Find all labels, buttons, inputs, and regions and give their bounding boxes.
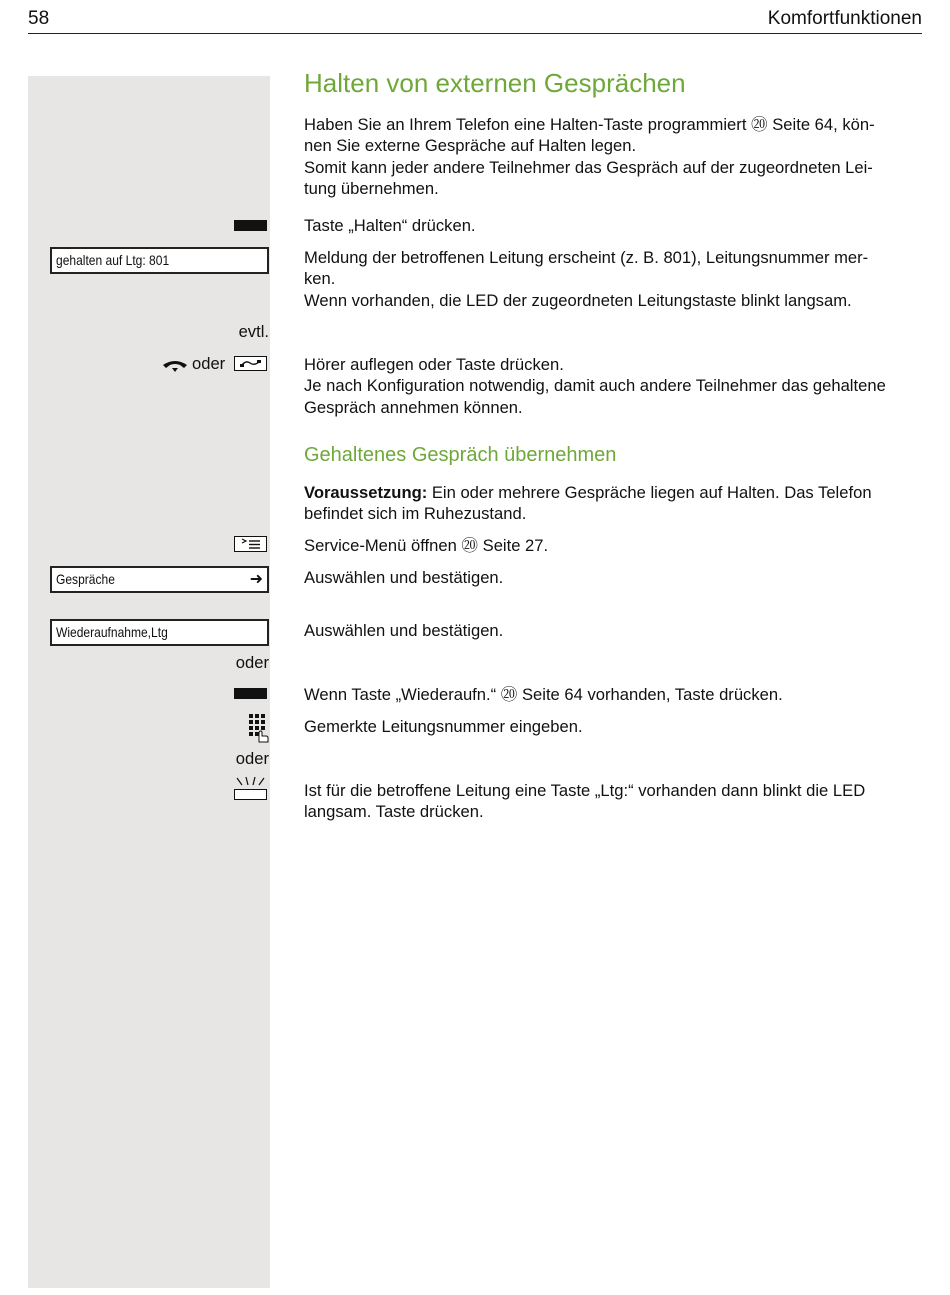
step-hangup-line: Hörer auflegen oder Taste drücken. [304, 355, 564, 374]
display-hold-line [50, 247, 269, 274]
page-number: 58 [28, 8, 50, 29]
intro-line: Somit kann jeder andere Teilnehmer das Gespräch auf der zugeordneten Lei- [304, 157, 873, 177]
step-message [304, 247, 922, 311]
step-service-menu: Service-Menü öffnen ⑳ Seite 27. [304, 536, 549, 555]
step-line-key-line: Ist für die betroffene Leitung eine Taste „Ltg:“ vorhanden dann blinkt die LED [304, 781, 866, 800]
step-hangup-line: Je nach Konfiguration notwendig, damit auch andere Teilnehmer das gehaltene [304, 376, 886, 396]
intro-line: Haben Sie an Ihrem Telefon eine Halten-Taste programmiert ⑳ Seite 64, kön- [304, 115, 875, 134]
chapter-title: Komfortfunktionen [767, 8, 922, 29]
step-line-key [304, 780, 922, 823]
prerequisite-line-2: befindet sich im Ruhezustand. [304, 504, 527, 524]
step-press-hold: Taste „Halten“ drücken. [304, 216, 476, 235]
section-title-resume-call: Gehaltenes Gespräch übernehmen [304, 444, 617, 466]
display-calls-text: Gespräche [56, 571, 115, 587]
step-message-line: Wenn vorhanden, die LED der zugeordneten Leitungstaste blinkt langsam. [304, 290, 852, 310]
prerequisite-line-1 [304, 482, 922, 503]
service-menu-key-icon [234, 536, 267, 552]
section-title-hold-external: Halten von externen Gesprächen [304, 68, 686, 98]
keypad-icon [248, 713, 270, 743]
display-calls [50, 566, 269, 593]
arrow-right-icon: ➜ [249, 571, 263, 588]
label-or-2: oder [235, 749, 269, 768]
prerequisite-label: Voraussetzung: [304, 483, 428, 502]
step-resume-key: Wenn Taste „Wiederaufn.“ ⑳ Seite 64 vorhanden, Taste drücken. [304, 685, 783, 704]
prerequisite-text: Ein oder mehrere Gespräche liegen auf Halten. Das Telefon [427, 483, 872, 502]
step-line-key-line: langsam. Taste drücken. [304, 802, 484, 822]
step-enter-line: Gemerkte Leitungsnummer eingeben. [304, 717, 583, 736]
function-key-icon [234, 688, 267, 699]
release-key-icon [234, 356, 267, 371]
step-message-line: ken. [304, 269, 336, 289]
step-select-2: Auswählen und bestätigen. [304, 621, 504, 640]
label-or-1: oder [235, 653, 269, 672]
step-message-line: Meldung der betroffenen Leitung erscheint (z. B. 801), Leitungsnummer mer- [304, 248, 869, 267]
display-resume [50, 619, 269, 646]
step-hangup-line: Gespräch annehmen können. [304, 397, 523, 417]
label-optional: evtl. [238, 322, 269, 341]
prerequisite [304, 482, 922, 525]
step-select-1: Auswählen und bestätigen. [304, 568, 504, 587]
label-or-handset: oder [192, 354, 226, 373]
intro-line: nen Sie externe Gespräche auf Halten legen. [304, 136, 637, 156]
blinking-led-key-icon [234, 776, 267, 801]
handset-hangup-icon [161, 357, 189, 373]
intro-paragraph [304, 114, 922, 200]
page-header [28, 6, 922, 34]
intro-line: tung übernehmen. [304, 179, 439, 199]
display-hold-text: gehalten auf Ltg: 801 [56, 252, 170, 268]
display-resume-text: Wiederaufnahme,Ltg [56, 624, 168, 640]
step-hangup [304, 354, 922, 418]
function-key-icon [234, 220, 267, 231]
